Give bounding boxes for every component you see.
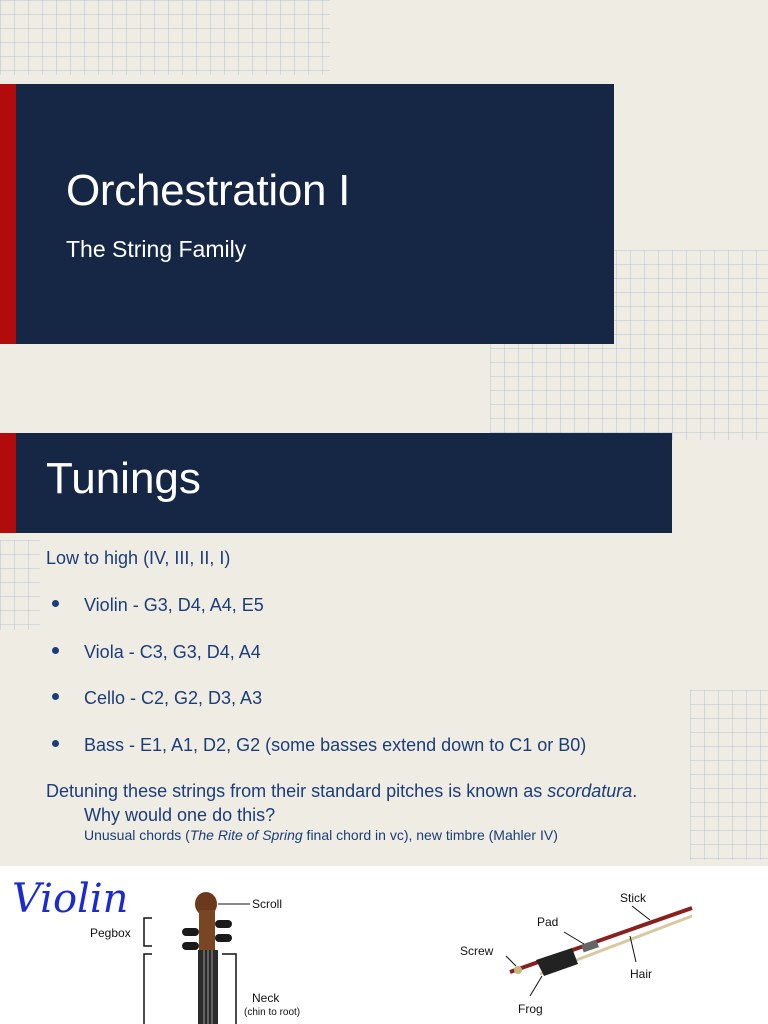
grid-pattern-left-mid <box>0 540 40 630</box>
body-bracket <box>144 954 152 1024</box>
violin-label-neck-note: (chin to root) <box>244 1007 301 1018</box>
scordatura-examples <box>84 827 558 843</box>
scordatura-term: scordatura <box>547 781 633 801</box>
bow-illustration <box>500 890 700 1010</box>
tuning-text: Viola - C3, G3, D4, A4 <box>84 641 261 662</box>
violin-pegbox-shape <box>199 910 215 950</box>
examples-work-title: The Rite of Spring <box>189 827 303 843</box>
neck-bracket <box>222 954 236 1024</box>
scordatura-prefix: Detuning these strings from their standard pitches is known as <box>46 781 548 801</box>
violin-peg <box>215 920 232 928</box>
pad-leader-line <box>564 932 584 944</box>
tunings-intro: Low to high (IV, III, II, I) <box>46 548 231 568</box>
violin-peg <box>215 934 232 942</box>
violin-label-pegbox: Pegbox <box>90 926 131 940</box>
bow-label-stick: Stick <box>620 891 647 905</box>
tunings-title: Tunings <box>46 454 201 503</box>
violin-peg <box>182 942 199 950</box>
tunings-slide-accent-bar <box>0 433 16 533</box>
tuning-text: Violin - G3, D4, A4, E5 <box>84 595 264 615</box>
stick-leader-line <box>632 906 650 920</box>
bullet-icon <box>52 740 59 747</box>
slide-title: Orchestration I <box>66 166 351 215</box>
tuning-text: Cello - C2, G2, D3, A3 <box>84 688 263 708</box>
violin-peg <box>182 928 199 936</box>
title-slide-accent-bar <box>0 84 16 344</box>
scordatura-suffix: . <box>632 781 638 801</box>
bow-label-pad: Pad <box>537 915 559 929</box>
examples-prefix: Unusual chords ( <box>84 827 190 843</box>
grid-pattern-top-left <box>0 0 330 75</box>
violin-label-neck: Neck <box>252 991 280 1005</box>
grid-pattern-bottom-right <box>690 690 768 860</box>
frog-leader-line <box>530 976 542 996</box>
bow-frog <box>536 948 578 976</box>
bullet-icon <box>52 600 59 607</box>
tuning-text: Bass - E1, A1, D2, G2 (some basses extend down to C1 or B0) <box>84 734 587 755</box>
screw-leader-line <box>506 956 516 966</box>
bow-label-screw: Screw <box>460 944 494 958</box>
examples-rest: final chord in vc), new timbre (Mahler IV) <box>302 827 558 843</box>
bow-label-hair: Hair <box>630 967 653 981</box>
bow-screw <box>514 966 522 974</box>
bow-label-frog: Frog <box>518 1002 543 1016</box>
violin-diagram-title: Violin <box>12 876 129 922</box>
bow-pad <box>581 940 599 953</box>
bullet-icon <box>52 693 59 700</box>
scordatura-question: Why would one do this? <box>84 805 276 825</box>
bullet-icon <box>52 647 59 654</box>
slide-subtitle: The String Family <box>66 236 247 262</box>
violin-label-scroll: Scroll <box>252 897 283 911</box>
scordatura-paragraph <box>46 781 637 802</box>
pegbox-bracket <box>144 918 152 946</box>
